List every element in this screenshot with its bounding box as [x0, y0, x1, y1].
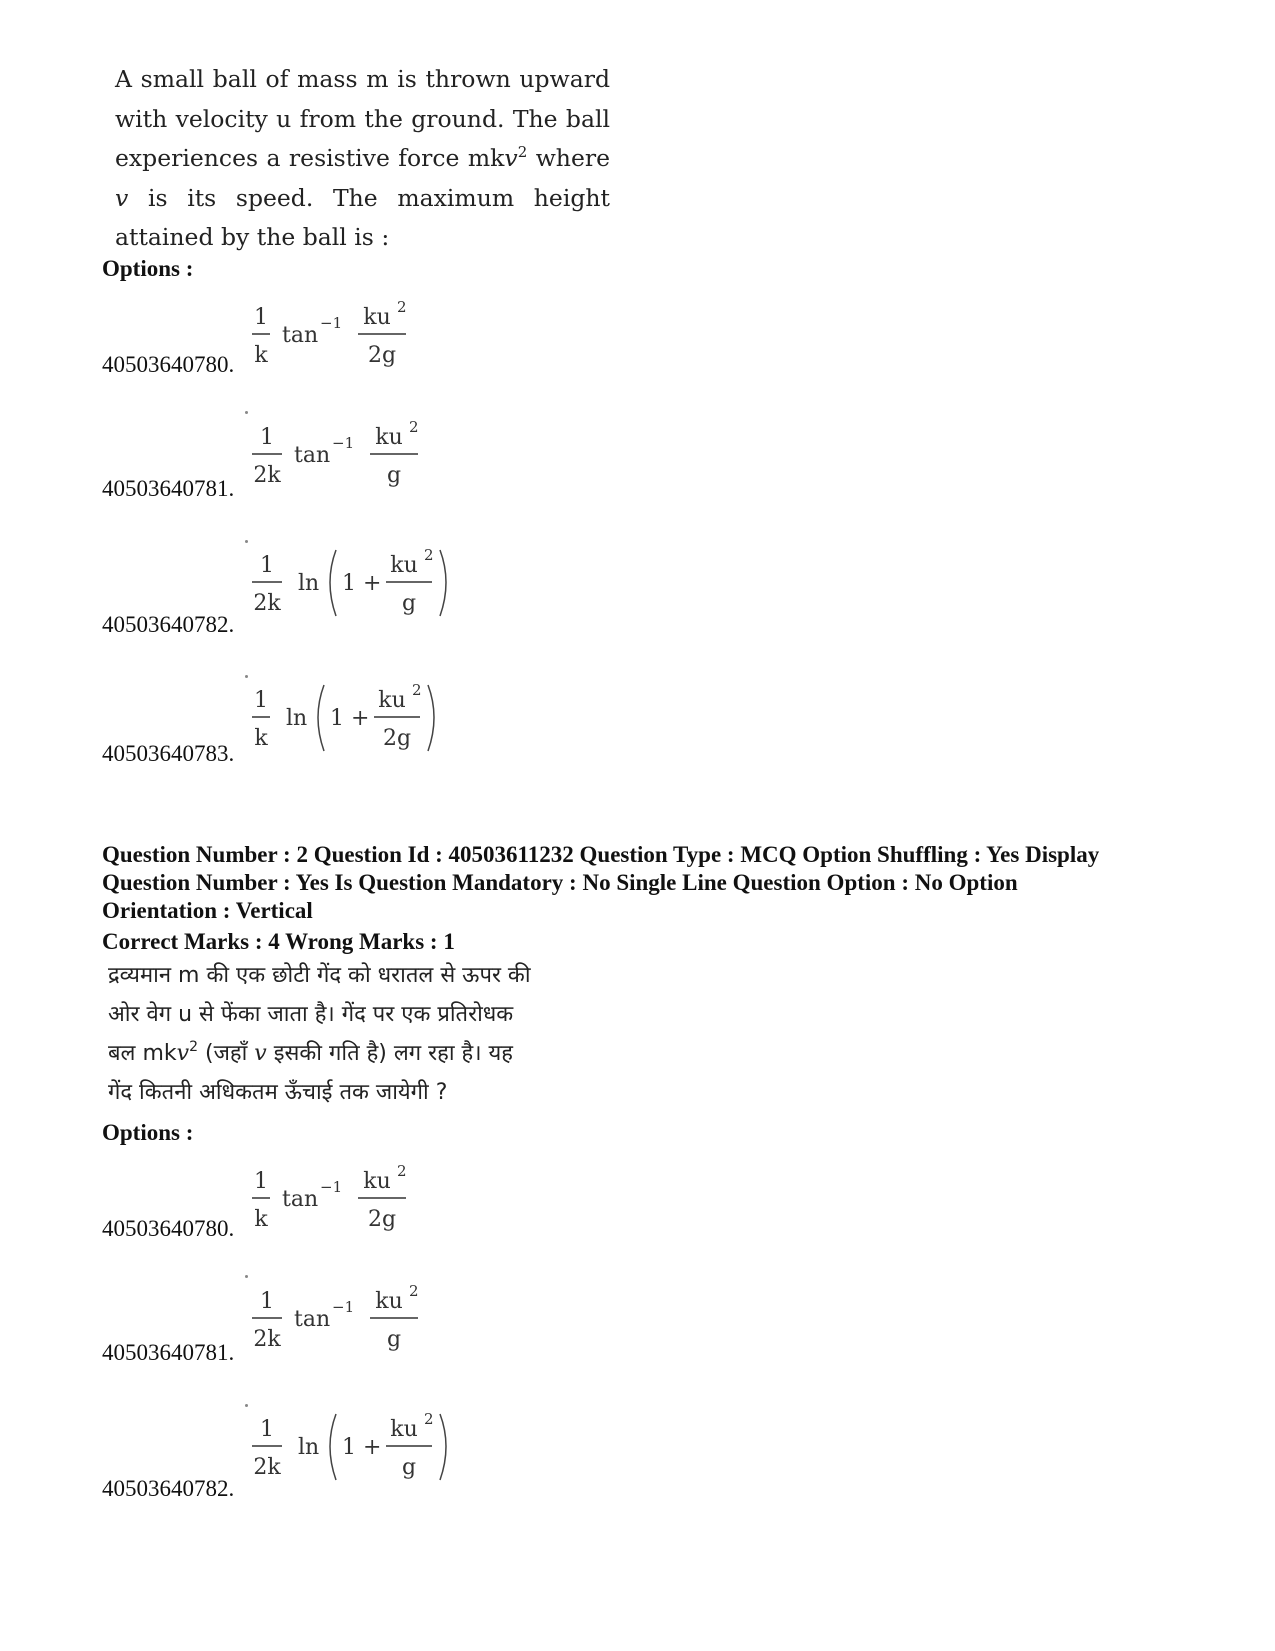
question-1-line: attained by the ball is :	[115, 223, 390, 251]
exponent: 2	[409, 1282, 419, 1300]
meta-line: Question Number : 2 Question Id : 40503611232 Question Type : MCQ Option Shuffling : Yes Display	[102, 842, 1100, 867]
options-label: Options :	[102, 1120, 194, 1145]
question-1-line: A small ball of mass m is thrown upward	[115, 65, 610, 93]
function-name: ln	[298, 571, 320, 596]
option-formula	[252, 546, 472, 620]
exponent: 2	[409, 418, 419, 436]
fraction-denominator: g	[386, 1327, 402, 1352]
option-formula	[252, 418, 472, 492]
function-name: tan	[282, 323, 319, 348]
formula-term: 1 +	[330, 706, 370, 731]
option-id: 40503640783.	[102, 741, 235, 766]
fraction-numerator: ku	[375, 425, 403, 450]
question-1-line: experiences a resistive force mkv$^2$ where	[115, 143, 610, 172]
fraction-numerator: ku	[375, 1289, 403, 1314]
fraction-numerator: ku	[390, 1417, 418, 1442]
function-name: tan	[294, 1307, 331, 1332]
option-id: 40503640782.	[102, 1476, 235, 1501]
inverse-exponent: −1	[320, 314, 343, 332]
meta-line: Orientation : Vertical	[102, 898, 313, 923]
fraction-denominator: g	[401, 1455, 417, 1480]
option-id: 40503640780.	[102, 1216, 235, 1241]
fraction-numerator: ku	[363, 1169, 391, 1194]
formula-svg	[252, 1162, 472, 1236]
fraction-numerator: 1	[254, 1169, 268, 1194]
exponent: 2	[424, 1410, 434, 1428]
hindi-line: गेंद कितनी अधिकतम ऊँचाई तक जायेगी ?	[108, 1080, 448, 1105]
formula-term: 1 +	[342, 1435, 382, 1460]
fraction-denominator: g	[401, 591, 417, 616]
function-name: ln	[286, 706, 308, 731]
formula-svg	[252, 1282, 472, 1356]
left-paren	[330, 1414, 336, 1480]
exponent: 2	[424, 546, 434, 564]
fraction-numerator: 1	[254, 305, 268, 330]
option-id: 40503640781.	[102, 476, 235, 501]
fraction-denominator: g	[386, 463, 402, 488]
hindi-line: ओर वेग u से फेंका जाता है। गेंद पर एक प्रतिरोधक	[108, 1002, 514, 1027]
exponent: 2	[397, 298, 407, 316]
scan-dot	[245, 1404, 248, 1407]
hindi-line: बल mkv$^2$ (जहाँ v इसकी गति है) लग रहा है। यह	[108, 1039, 513, 1066]
formula-svg	[252, 418, 472, 492]
fraction-denominator: 2k	[253, 591, 281, 616]
fraction-numerator: ku	[390, 553, 418, 578]
fraction-denominator: 2g	[367, 1207, 397, 1232]
scan-dot	[245, 675, 248, 678]
option-formula	[252, 1410, 472, 1484]
right-paren	[440, 550, 446, 616]
function-name: tan	[294, 443, 331, 468]
inverse-exponent: −1	[332, 434, 355, 452]
formula-svg	[252, 546, 472, 620]
option-formula	[252, 1282, 472, 1356]
marks-line: Correct Marks : 4 Wrong Marks : 1	[102, 929, 455, 954]
option-id: 40503640781.	[102, 1340, 235, 1365]
fraction-denominator: 2k	[253, 1327, 281, 1352]
question-1-line: with velocity u from the ground. The ball	[115, 104, 610, 133]
formula-svg	[252, 1410, 472, 1484]
inverse-exponent: −1	[320, 1178, 343, 1196]
option-id: 40503640780.	[102, 352, 235, 377]
left-paren	[330, 550, 336, 616]
fraction-numerator: 1	[254, 688, 268, 713]
fraction-numerator: ku	[378, 688, 406, 713]
scan-dot	[245, 1275, 248, 1278]
scan-dot	[245, 540, 248, 543]
fraction-denominator: 2g	[367, 343, 397, 368]
fraction-denominator: 2k	[253, 463, 281, 488]
fraction-denominator: k	[254, 726, 268, 751]
fraction-numerator: ku	[363, 305, 391, 330]
meta-line: Question Number : Yes Is Question Mandatory : No Single Line Question Option : No Option	[102, 870, 1018, 895]
fraction-denominator: 2k	[253, 1455, 281, 1480]
function-name: ln	[298, 1435, 320, 1460]
question-2-meta	[102, 841, 1262, 925]
exponent: 2	[412, 681, 422, 699]
formula-term: 1 +	[342, 571, 382, 596]
option-formula	[252, 1162, 472, 1236]
fraction-numerator: 1	[260, 553, 274, 578]
question-1-text	[115, 60, 610, 258]
function-name: tan	[282, 1187, 319, 1212]
fraction-denominator: k	[254, 1207, 268, 1232]
fraction-denominator: k	[254, 343, 268, 368]
fraction-numerator: 1	[260, 1289, 274, 1314]
fraction-denominator: 2g	[382, 726, 412, 751]
hindi-line: द्रव्यमान m की एक छोटी गेंद को धरातल से ऊपर की	[108, 963, 531, 988]
right-paren	[428, 685, 434, 751]
formula-svg	[252, 681, 472, 755]
left-paren	[318, 685, 324, 751]
scan-dot	[245, 411, 248, 414]
exponent: 2	[397, 1162, 407, 1180]
right-paren	[440, 1414, 446, 1480]
question-1-line: v is its speed. The maximum height	[115, 183, 610, 212]
fraction-numerator: 1	[260, 1417, 274, 1442]
option-formula	[252, 298, 472, 372]
formula-svg	[252, 298, 472, 372]
option-id: 40503640782.	[102, 612, 235, 637]
question-2-hindi-text	[108, 956, 608, 1112]
inverse-exponent: −1	[332, 1298, 355, 1316]
option-formula	[252, 681, 472, 755]
fraction-numerator: 1	[260, 425, 274, 450]
options-label: Options :	[102, 256, 194, 281]
